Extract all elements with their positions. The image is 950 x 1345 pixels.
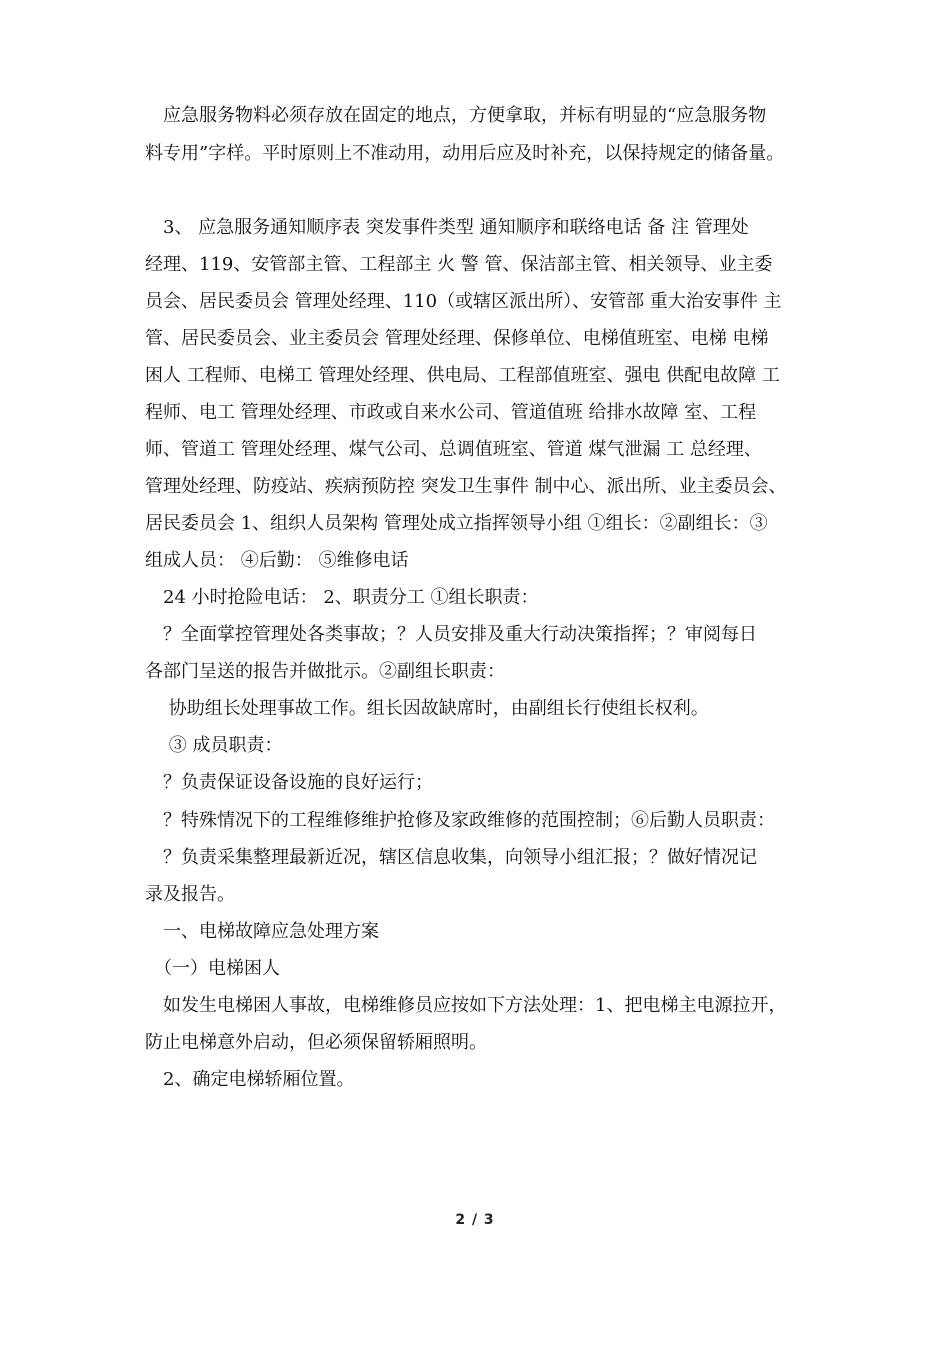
text-line: 录及报告。 xyxy=(145,884,235,905)
text-line: 如发生电梯困人事故，电梯维修员应按如下方法处理：1、把电梯主电源拉开， xyxy=(145,995,787,1016)
section-heading: 一、电梯故障应急处理方案 xyxy=(145,921,379,942)
text-line: 程师、电工 管理处经理、市政或自来水公司、管道值班 给排水故障 室、工程 xyxy=(145,402,757,423)
text-line: ？负责采集整理最新近况，辖区信息收集，向领导小组汇报；？做好情况记 xyxy=(145,847,757,868)
text-line: 防止电梯意外启动，但必须保留轿厢照明。 xyxy=(145,1032,487,1053)
text-line: 2、确定电梯轿厢位置。 xyxy=(145,1069,355,1090)
text-line: ？负责保证设备设施的良好运行； xyxy=(145,772,433,793)
text-line: ？特殊情况下的工程维修维护抢修及家政维修的范围控制；⑥后勤人员职责： xyxy=(145,810,775,831)
text-line: 协助组长处理事故工作。组长因故缺席时，由副组长行使组长权利。 xyxy=(145,698,709,719)
text-line: 各部门呈送的报告并做批示。②副组长职责： xyxy=(145,661,505,682)
text-line: 料专用”字样。平时原则上不准动用，动用后应及时补充，以保持规定的储备量。 xyxy=(145,143,785,164)
text-line: 居民委员会 1、组织人员架构 管理处成立指挥领导小组 ①组长：②副组长：③ xyxy=(145,513,768,534)
text-line: ③ 成员职责： xyxy=(145,735,283,756)
text-line: ？全面掌控管理处各类事故；？人员安排及重大行动决策指挥；？审阅每日 xyxy=(145,624,757,645)
text-line: 应急服务物料必须存放在固定的地点，方便拿取，并标有明显的“应急服务物 xyxy=(145,105,767,126)
text-line: 3、 应急服务通知顺序表 突发事件类型 通知顺序和联络电话 备 注 管理处 xyxy=(145,217,749,238)
text-line: 管理处经理、防疫站、疾病预防控 突发卫生事件 制中心、派出所、业主委员会、 xyxy=(145,476,787,497)
text-line: 员会、居民委员会 管理处经理、110（或辖区派出所）、安管部 重大治安事件 主 xyxy=(145,291,782,312)
text-line: 组成人员： ④后勤： ⑤维修电话 xyxy=(145,550,409,571)
text-line: 管、居民委员会、业主委员会 管理处经理、保修单位、电梯值班室、电梯 电梯 xyxy=(145,328,769,349)
page-number: 2 / 3 xyxy=(455,1212,495,1228)
text-line: 困人 工程师、电梯工 管理处经理、供电局、工程部值班室、强电 供配电故障 工 xyxy=(145,365,780,386)
text-line: 24 小时抢险电话： 2、职责分工 ①组长职责： xyxy=(145,587,539,608)
subsection-heading: （一）电梯困人 xyxy=(145,958,280,979)
text-line: 经理、119、安管部主管、工程部主 火 警 管、保洁部主管、相关领导、业主委 xyxy=(145,254,773,275)
text-line: 师、管道工 管理处经理、煤气公司、总调值班室、管道 煤气泄漏 工 总经理、 xyxy=(145,439,762,460)
